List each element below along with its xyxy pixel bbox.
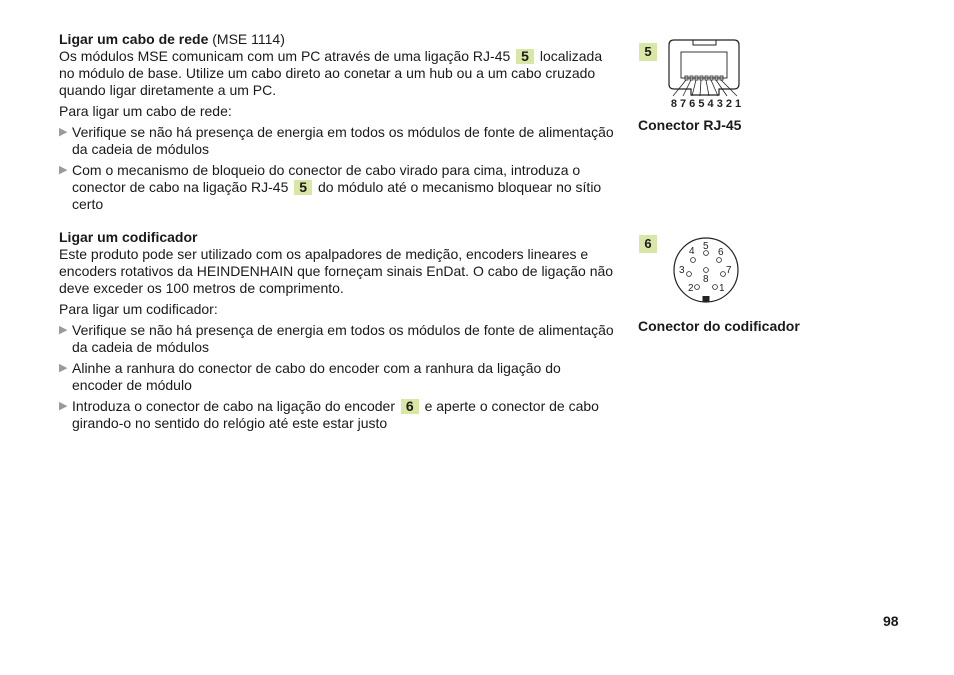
section-title-encoder: Ligar um codificador (59, 229, 198, 245)
rj45-pin-labels: 8 7 6 5 4 3 2 1 (670, 98, 742, 110)
rj45-connector-diagram (668, 38, 744, 110)
step-item: ▶ Alinhe a ranhura do conector de cabo do encoder com a ranhura da ligação do encoder de módulo (59, 360, 561, 393)
ref-tag-5: 5 (294, 180, 312, 195)
arrow-right-icon: ▶ (59, 400, 68, 412)
arrow-right-icon: ▶ (59, 126, 68, 138)
arrow-right-icon: ▶ (59, 324, 68, 336)
pin-label: 4 (689, 246, 695, 257)
model-note: (MSE 1114) (212, 31, 285, 47)
pin-label: 1 (719, 283, 725, 294)
network-intro: Para ligar um cabo de rede: (59, 103, 232, 119)
arrow-right-icon: ▶ (59, 164, 68, 176)
step-item: ▶ Verifique se não há presença de energia em todos os módulos de fonte de alimentação da cadeia de módulos (59, 322, 614, 355)
keyway-notch (703, 296, 710, 302)
page-number: 98 (883, 613, 899, 629)
pin-label: 6 (718, 247, 724, 258)
encoder-paragraph: Este produto pode ser utilizado com os apalpadores de medição, encoders lineares e encoders rotativos da HEINDENHAIN que forneçam sinais EnDat. O cabo de ligação não deve exceder os 100 metros de comprimento. (59, 246, 614, 296)
pin-label: 5 (703, 241, 709, 252)
figure-caption-5: Conector RJ-45 (638, 117, 742, 133)
ref-tag-6: 6 (401, 399, 419, 414)
figure-tag-6: 6 (639, 235, 657, 253)
main-text-column (59, 31, 615, 436)
pin-label: 7 (726, 265, 732, 276)
step-item: ▶ Introduza o conector de cabo na ligação do encoder 6 e aperte o conector de cabo girando-o no sentido do relógio até este estar justo (59, 398, 599, 431)
figure-tag-5: 5 (639, 43, 657, 61)
ref-tag-5: 5 (516, 49, 534, 64)
pin-label: 3 (679, 265, 685, 276)
figure-caption-6: Conector do codificador (638, 318, 800, 334)
encoder-intro: Para ligar um codificador: (59, 301, 218, 317)
encoder-connector-diagram (668, 234, 746, 306)
network-paragraph: Os módulos MSE comunicam com um PC através de uma ligação RJ-45 5 localizada no módulo de base. Utilize um cabo direto ao conetar a um hub ou a um cabo cruzado quando ligar diretamente a um PC. (59, 48, 603, 98)
step-item: ▶ Verifique se não há presença de energia em todos os módulos de fonte de alimentação da cadeia de módulos (59, 124, 614, 157)
pin-label: 8 (703, 274, 709, 285)
arrow-right-icon: ▶ (59, 362, 68, 374)
step-item: ▶ Com o mecanismo de bloqueio do conector de cabo virado para cima, introduza o conector de cabo na ligação RJ-45 5 do módulo até o mecanismo bloquear no sítio certo (59, 162, 602, 212)
section-title-network: Ligar um cabo de rede (MSE 1114) (59, 31, 285, 47)
pin-label: 2 (688, 283, 694, 294)
